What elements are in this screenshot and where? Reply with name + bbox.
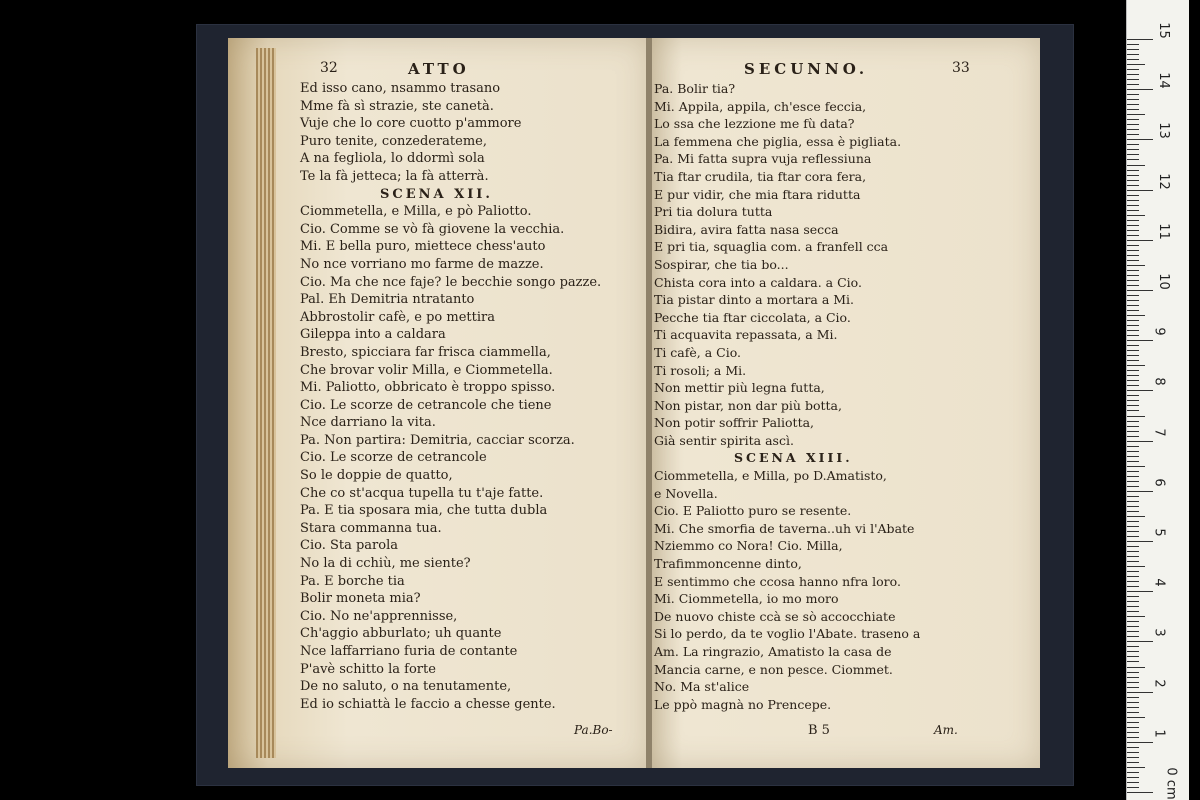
ruler-tick	[1127, 260, 1139, 261]
left_page-line: Mi. Paliotto, obbricato è troppo spisso.	[300, 380, 556, 396]
left_page-line: Cio. No ne'apprennisse,	[300, 608, 458, 624]
ruler-tick	[1127, 360, 1139, 361]
right_page-line: Nziemmo co Nora! Cio. Milla,	[654, 538, 843, 554]
right_page-line: Tia pistar dinto a mortara a Mi.	[654, 292, 855, 308]
ruler-number: 13	[1155, 122, 1171, 140]
ruler-tick	[1127, 280, 1139, 281]
ruler-tick	[1127, 772, 1139, 773]
ruler-tick	[1127, 220, 1139, 221]
left_page-line: Che co st'acqua tupella tu t'aje fatte.	[300, 485, 544, 501]
right_page-line: Pri tia dolura tutta	[654, 204, 773, 220]
ruler-tick	[1127, 641, 1153, 642]
ruler-number: 8	[1151, 377, 1167, 387]
ruler-tick	[1127, 631, 1139, 632]
left-catchword: Pa.Bo-	[574, 723, 613, 737]
ruler-tick	[1127, 792, 1153, 793]
ruler-tick	[1127, 165, 1145, 166]
ruler-tick	[1127, 300, 1139, 301]
ruler-tick	[1127, 144, 1139, 145]
right_page-line: Pa. Mi fatta supra vuja reflessiuna	[654, 151, 872, 167]
ruler-tick	[1127, 551, 1139, 552]
ruler-tick	[1127, 370, 1139, 371]
ruler-number: 10	[1155, 273, 1171, 290]
left_page-line: P'avè schitto la forte	[300, 661, 436, 677]
right_page-line: Non mettir più legna futta,	[654, 380, 825, 396]
ruler-tick	[1127, 89, 1153, 90]
ruler-tick	[1127, 421, 1139, 422]
ruler-tick	[1127, 742, 1153, 743]
ruler-tick	[1127, 767, 1145, 768]
ruler-tick	[1127, 270, 1139, 271]
ruler-tick	[1127, 230, 1139, 231]
ruler-tick	[1127, 616, 1145, 617]
ruler-tick	[1127, 416, 1145, 417]
ruler-tick	[1127, 139, 1153, 140]
right_page-line: Mancia carne, e non pesce. Ciommet.	[654, 661, 893, 677]
left_page-line: Che brovar volir Milla, e Ciommetella.	[300, 362, 553, 378]
left_page-line: Bolir moneta mia?	[300, 591, 421, 607]
ruler-tick	[1127, 471, 1139, 472]
right_page-line: Mi. Appila, appila, ch'esce feccia,	[654, 98, 867, 114]
ruler-tick	[1127, 636, 1139, 637]
right_page-line: E sentimmo che ccosa hanno nfra loro.	[654, 573, 901, 589]
ruler-tick	[1127, 752, 1139, 753]
ruler-tick	[1127, 461, 1139, 462]
ruler-tick	[1127, 330, 1139, 331]
right_page-line: Trafimmoncenne dinto,	[654, 556, 802, 572]
ruler-tick	[1127, 571, 1139, 572]
ruler-tick	[1127, 466, 1145, 467]
ruler-tick	[1127, 59, 1139, 60]
left_page-line: Mme fà sì strazie, ste canetà.	[300, 98, 494, 114]
left_page-line: Pa. E tia sposara mia, che tutta dubla	[300, 503, 548, 519]
ruler-tick	[1127, 134, 1139, 135]
left_page-line: Abbrostolir cafè, e po mettira	[300, 309, 495, 325]
ruler-tick	[1127, 707, 1139, 708]
left_page-line: Nce laffarriano furia de contante	[300, 644, 518, 659]
ruler-tick	[1127, 310, 1139, 311]
ruler-tick	[1127, 586, 1139, 587]
left_page-line: SCENA XII.	[380, 186, 493, 202]
ruler-tick	[1127, 787, 1139, 788]
right_page-line: Mi. Che smorfia de taverna..uh vi l'Abate	[654, 520, 915, 536]
ruler-tick	[1127, 692, 1153, 693]
ruler-tick	[1127, 210, 1139, 211]
ruler-tick	[1127, 410, 1139, 411]
ruler-tick	[1127, 290, 1153, 291]
left_page-line: Bresto, spicciara far frisca ciammella,	[300, 344, 551, 360]
ruler-tick	[1127, 159, 1139, 160]
ruler-tick	[1127, 340, 1153, 341]
right_page-line: Chista cora into a caldara. a Cio.	[654, 274, 862, 290]
ruler-tick	[1127, 380, 1139, 381]
ruler-tick	[1127, 109, 1139, 110]
ruler-tick	[1127, 536, 1139, 537]
ruler-tick	[1127, 385, 1139, 386]
ruler-tick	[1127, 245, 1139, 246]
right_page-line: Lo ssa che lezzione me fù data?	[654, 116, 855, 132]
ruler-tick	[1127, 626, 1139, 627]
ruler-tick	[1127, 215, 1145, 216]
left-running-head: ATTO	[408, 60, 470, 78]
right_page-line: SCENA XIII.	[734, 450, 853, 466]
ruler-tick	[1127, 506, 1139, 507]
left_page-line: Gileppa into a caldara	[300, 327, 446, 343]
ruler-tick	[1127, 295, 1139, 296]
ruler-tick	[1127, 757, 1139, 758]
ruler-tick	[1127, 687, 1139, 688]
ruler-tick	[1127, 501, 1139, 502]
ruler-number: 6	[1151, 478, 1167, 487]
right_page-line: Pa. Bolir tia?	[654, 81, 736, 96]
right-catchword: Am.	[934, 723, 958, 737]
right_page-line: Ti acquavita repassata, a Mi.	[654, 327, 838, 343]
left_page-line: Cio. Sta parola	[300, 538, 399, 554]
ruler-tick	[1127, 180, 1139, 181]
right_page-line: Tia ftar crudila, tia ftar cora fera,	[654, 168, 867, 184]
ruler-tick	[1127, 712, 1139, 713]
ruler-tick	[1127, 606, 1139, 607]
ruler-tick	[1127, 129, 1139, 130]
ruler-tick	[1127, 345, 1139, 346]
ruler-tick	[1127, 325, 1139, 326]
ruler-tick	[1127, 601, 1139, 602]
ruler-tick	[1127, 395, 1139, 396]
open-book	[228, 38, 1040, 768]
ruler-tick	[1127, 777, 1139, 778]
left-folio: 32	[320, 60, 338, 76]
ruler-tick	[1127, 511, 1139, 512]
right_page-line: E pri tia, squaglia com. a franfell cca	[654, 239, 889, 255]
ruler-tick	[1127, 561, 1139, 562]
ruler-tick	[1127, 747, 1139, 748]
ruler-tick	[1127, 521, 1139, 522]
ruler-number: 4	[1151, 578, 1167, 587]
right_page-line: De nuovo chiste ccà se sò accocchiate	[654, 608, 896, 624]
ruler-number: 11	[1155, 223, 1171, 240]
ruler-tick	[1127, 405, 1139, 406]
ruler-tick	[1127, 200, 1139, 201]
ruler-number: 0 cm	[1163, 767, 1179, 800]
left_page-line: Cio. Le scorze de cetrancole	[300, 450, 487, 466]
right_page-line: Ti cafè, a Cio.	[654, 344, 741, 360]
ruler-tick	[1127, 717, 1145, 718]
ruler-tick	[1127, 667, 1145, 668]
left_page-line: Mi. E bella puro, miettece chess'auto	[300, 239, 546, 255]
ruler-tick	[1127, 390, 1153, 391]
ruler-tick	[1127, 149, 1139, 150]
left_page-line: Puro tenite, conzederateme,	[300, 133, 487, 149]
ruler-tick	[1127, 656, 1139, 657]
ruler-tick	[1127, 44, 1139, 45]
ruler-tick	[1127, 64, 1145, 65]
left_page-line: Te la fà jetteca; la fà atterrà.	[300, 168, 489, 184]
ruler-tick	[1127, 154, 1139, 155]
left_page-line: No nce vorriano mo farme de mazze.	[300, 256, 544, 272]
left_page-line: Ed isso cano, nsammo trasano	[300, 81, 501, 96]
ruler-tick	[1127, 250, 1139, 251]
ruler-tick	[1127, 661, 1139, 662]
left_page-line: Vuje che lo core cuotto p'ammore	[300, 116, 522, 132]
right_page-line: Pecche tia ftar ciccolata, a Cio.	[654, 309, 851, 325]
ruler-tick	[1127, 335, 1139, 336]
ruler-tick	[1127, 481, 1139, 482]
ruler-tick	[1127, 69, 1139, 70]
ruler-tick	[1127, 546, 1139, 547]
left-page	[228, 38, 648, 768]
page-edges	[256, 48, 276, 758]
ruler-tick	[1127, 175, 1139, 176]
ruler-number: 7	[1151, 427, 1167, 437]
right-page	[652, 38, 1040, 768]
left-text-block	[300, 80, 601, 713]
right-running-head: SECUNNO.	[744, 60, 869, 78]
ruler-tick	[1127, 526, 1139, 527]
right_page-line: Ciommetella, e Milla, po D.Amatisto,	[654, 468, 887, 484]
ruler-tick	[1127, 365, 1145, 366]
ruler-tick	[1127, 451, 1139, 452]
ruler-tick	[1127, 646, 1139, 647]
ruler-tick	[1127, 400, 1139, 401]
ruler-tick	[1127, 235, 1139, 236]
right_page-line: Si lo perdo, da te voglio l'Abate. traseno a	[654, 626, 921, 642]
ruler-tick	[1127, 119, 1139, 120]
ruler-tick	[1127, 591, 1153, 592]
ruler-tick	[1127, 672, 1139, 673]
left_page-line: Nce darriano la vita.	[300, 415, 436, 431]
ruler-tick	[1127, 114, 1145, 115]
ruler-tick	[1127, 677, 1139, 678]
ruler-tick	[1127, 104, 1139, 105]
left_page-line: Pa. Non partira: Demitria, cacciar scorza.	[300, 432, 575, 448]
ruler-tick	[1127, 315, 1145, 316]
right_page-line: No. Ma st'alice	[654, 679, 750, 695]
ruler-tick	[1127, 782, 1139, 783]
ruler-tick	[1127, 651, 1139, 652]
ruler-tick	[1127, 124, 1139, 125]
ruler-tick	[1127, 275, 1139, 276]
right_page-line: e Novella.	[654, 485, 718, 501]
ruler-tick	[1127, 486, 1139, 487]
ruler-tick	[1127, 581, 1139, 582]
ruler-number: 3	[1151, 628, 1167, 638]
left_page-line: Cio. Ma che nce faje? le becchie songo pazze.	[300, 274, 602, 290]
ruler-tick	[1127, 727, 1139, 728]
ruler-tick	[1127, 265, 1145, 266]
ruler-tick	[1127, 732, 1139, 733]
ruler-tick	[1127, 320, 1139, 321]
ruler-tick	[1127, 74, 1139, 75]
right_page-line: Non potir soffrir Paliotta,	[654, 415, 815, 431]
right_page-line: Bidira, avira fatta nasa secca	[654, 221, 839, 237]
right_page-line: Am. La ringrazio, Amatisto la casa de	[654, 644, 892, 659]
left_page-line: So le doppie de quatto,	[300, 468, 453, 484]
right-signature: B 5	[808, 723, 830, 738]
right_page-line: Già sentir spirita ascì.	[654, 432, 794, 448]
left_page-line: A na fegliola, lo ddormì sola	[300, 151, 485, 167]
ruler-tick	[1127, 697, 1139, 698]
ruler-tick	[1127, 99, 1139, 100]
ruler-tick	[1127, 375, 1139, 376]
ruler-tick	[1127, 54, 1139, 55]
ruler-tick	[1127, 441, 1153, 442]
ruler-tick	[1127, 516, 1145, 517]
right-text-block	[654, 80, 920, 713]
right_page-line: Mi. Ciommetella, io mo moro	[654, 591, 839, 607]
ruler-tick	[1127, 431, 1139, 432]
ruler-tick	[1127, 355, 1139, 356]
ruler-number: 9	[1151, 327, 1167, 336]
ruler-tick	[1127, 682, 1139, 683]
ruler-tick	[1127, 255, 1139, 256]
right_page-line: Ti rosoli; a Mi.	[654, 362, 747, 378]
left_page-line: Stara commanna tua.	[300, 520, 442, 536]
ruler-tick	[1127, 556, 1139, 557]
ruler-number: 15	[1155, 22, 1171, 39]
ruler-tick	[1127, 456, 1139, 457]
left_page-line: Cio. Le scorze de cetrancole che tiene	[300, 397, 552, 413]
ruler-tick	[1127, 702, 1139, 703]
ruler-number: 2	[1151, 678, 1167, 688]
left_page-line: Pal. Eh Demitria ntratanto	[300, 292, 475, 308]
ruler-tick	[1127, 94, 1139, 95]
ruler-tick	[1127, 491, 1153, 492]
ruler-tick	[1127, 446, 1139, 447]
left_page-line: Pa. E borche tia	[300, 573, 405, 589]
left_page-line: No la di cchiù, me siente?	[300, 556, 471, 572]
ruler-tick	[1127, 436, 1139, 437]
ruler-tick	[1127, 305, 1139, 306]
ruler-tick	[1127, 576, 1139, 577]
ruler-tick	[1127, 185, 1139, 186]
ruler-tick	[1127, 225, 1139, 226]
right-folio: 33	[952, 60, 970, 76]
ruler-tick	[1127, 737, 1139, 738]
ruler-tick	[1127, 566, 1145, 567]
right_page-line: Sospirar, che tia bo...	[654, 256, 789, 272]
ruler-tick	[1127, 762, 1139, 763]
ruler-tick	[1127, 39, 1153, 40]
measuring-ruler	[1126, 0, 1189, 800]
ruler-tick	[1127, 596, 1139, 597]
left_page-line: Ciommetella, e Milla, e pò Paliotto.	[300, 204, 532, 220]
right_page-line: Non pistar, non dar più botta,	[654, 397, 842, 413]
ruler-tick	[1127, 476, 1139, 477]
ruler-tick	[1127, 722, 1139, 723]
ruler-tick	[1127, 496, 1139, 497]
ruler-number: 1	[1151, 729, 1167, 738]
ruler-tick	[1127, 611, 1139, 612]
ruler-number: 14	[1155, 72, 1171, 89]
ruler-tick	[1127, 205, 1139, 206]
ruler-tick	[1127, 190, 1153, 191]
ruler-tick	[1127, 426, 1139, 427]
ruler-tick	[1127, 531, 1139, 532]
right_page-line: La femmena che piglia, essa è pigliata.	[654, 133, 902, 149]
left_page-line: De no saluto, o na tenutamente,	[300, 679, 512, 695]
ruler-tick	[1127, 170, 1139, 171]
ruler-number: 5	[1151, 528, 1167, 537]
ruler-tick	[1127, 541, 1153, 542]
left_page-line: Cio. Comme se vò fà giovene la vecchia.	[300, 221, 565, 237]
ruler-tick	[1127, 195, 1139, 196]
ruler-tick	[1127, 621, 1139, 622]
ruler-tick	[1127, 79, 1139, 80]
ruler-tick	[1127, 84, 1139, 85]
ruler-number: 12	[1155, 172, 1171, 190]
left_page-line: Ed io schiattà le faccio a chesse gente.	[300, 696, 556, 712]
ruler-tick	[1127, 240, 1153, 241]
right_page-line: Le ppò magnà no Prencepe.	[654, 696, 832, 712]
ruler-tick	[1127, 49, 1139, 50]
ruler-tick	[1127, 350, 1139, 351]
ruler-tick	[1127, 285, 1139, 286]
right_page-line: Cio. E Paliotto puro se resente.	[654, 503, 852, 519]
left_page-line: Ch'aggio abburlato; uh quante	[300, 626, 502, 642]
right_page-line: E pur vidir, che mia ftara ridutta	[654, 186, 861, 202]
